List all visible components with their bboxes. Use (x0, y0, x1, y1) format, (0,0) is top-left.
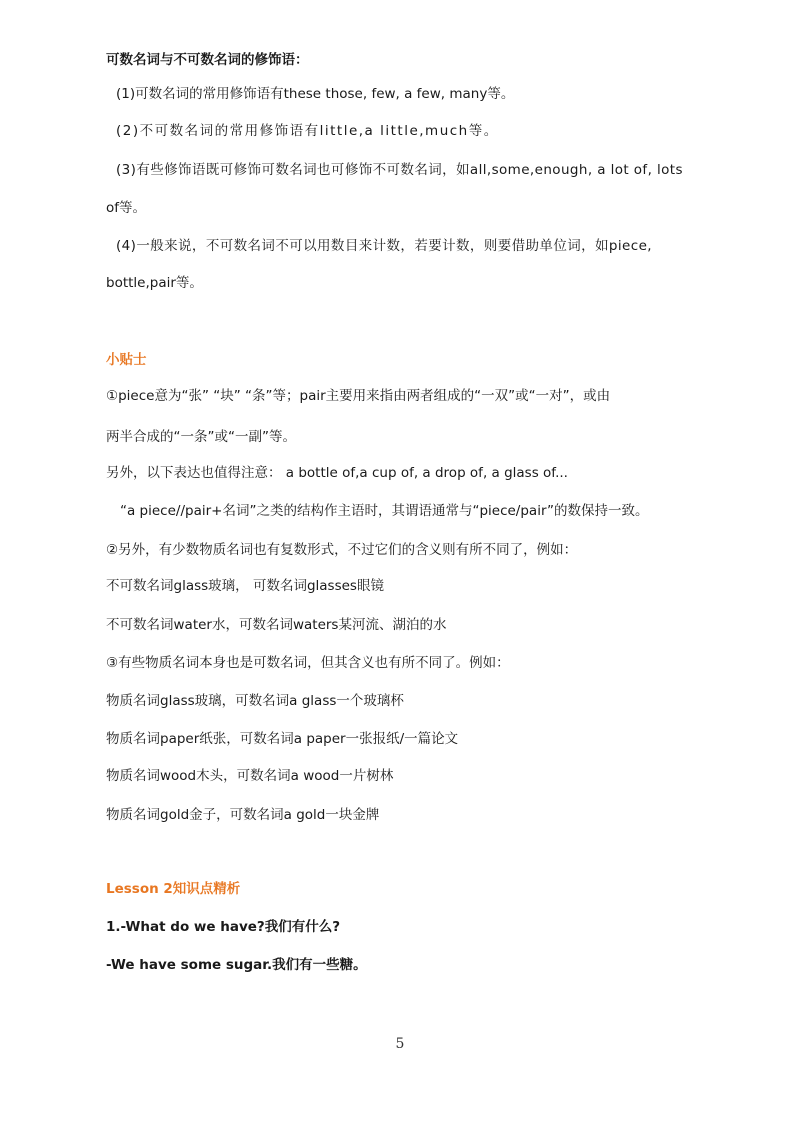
tip-line: 不可数名词water水，可数名词waters某河流、湖泊的水 (106, 617, 447, 633)
modifier-item-1: (1)可数名词的常用修饰语有these those, few, a few, many等。 (116, 86, 515, 102)
tip-line: “a piece//pair+名词”之类的结构作主语时，其谓语通常与“piece/pair”的数保持一致。 (120, 503, 649, 519)
modifier-item-4: (4)一般来说，不可数名词不可以用数目来计数，若要计数，则要借助单位词，如piece, (116, 238, 652, 254)
tip-line: 物质名词glass玻璃，可数名词a glass一个玻璃杯 (106, 693, 404, 709)
tips-title: 小贴士 (106, 352, 147, 368)
section-heading: 可数名词与不可数名词的修饰语： (106, 52, 309, 68)
lesson-line-question: 1.-What do we have?我们有什么? (106, 919, 341, 935)
tip-line: 物质名词gold金子，可数名词a gold一块金牌 (106, 807, 380, 823)
lesson-line-answer: -We have some sugar.我们有一些糖。 (106, 957, 367, 973)
modifier-item-2: (2)不可数名词的常用修饰语有little,a little,much等。 (116, 123, 499, 139)
tip-line: ③有些物质名词本身也是可数名词，但其含义也有所不同了。例如： (106, 655, 510, 671)
tip-line: ①piece意为“张” “块” “条”等；pair主要用来指由两者组成的“一双”或“一对”，或由 (106, 388, 611, 404)
tip-line: ②另外，有少数物质名词也有复数形式，不过它们的含义则有所不同了，例如： (106, 542, 578, 558)
tip-line: 不可数名词glass玻璃， 可数名词glasses眼镜 (106, 578, 384, 594)
page-number: 5 (395, 1036, 405, 1052)
modifier-item-3-cont: of等。 (106, 200, 147, 216)
tip-line: 物质名词wood木头，可数名词a wood一片树林 (106, 768, 394, 784)
tip-line: 两半合成的“一条”或“一副”等。 (106, 429, 296, 445)
tip-line: 另外，以下表达也值得注意： a bottle of,a cup of, a drop of, a glass of... (106, 465, 568, 481)
modifier-item-4-cont: bottle,pair等。 (106, 275, 203, 291)
tip-line: 物质名词paper纸张，可数名词a paper一张报纸/一篇论文 (106, 731, 459, 747)
modifier-item-3: (3)有些修饰语既可修饰可数名词也可修饰不可数名词，如all,some,enough, a lot of, lots (116, 162, 683, 178)
lesson-title: Lesson 2知识点精析 (106, 881, 241, 897)
